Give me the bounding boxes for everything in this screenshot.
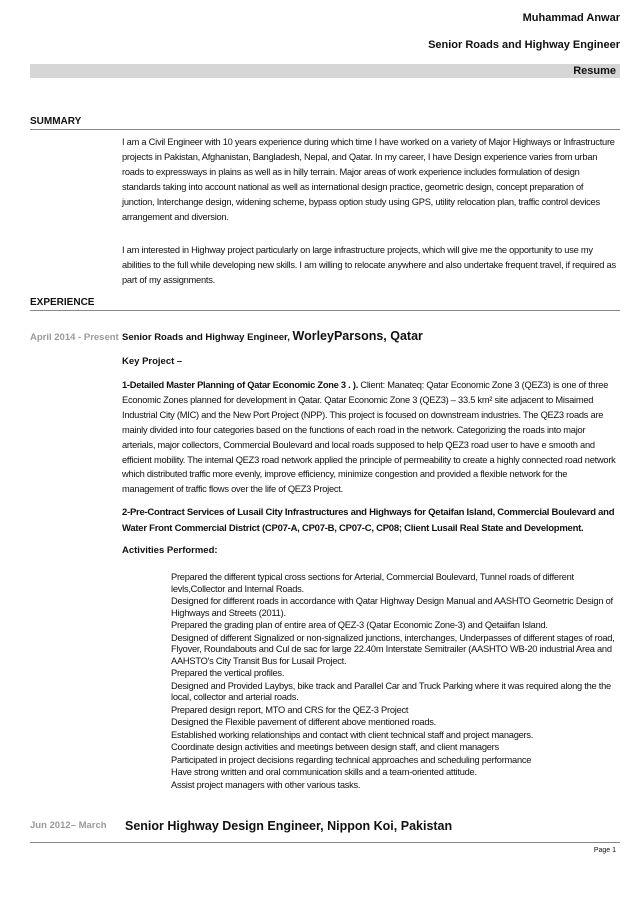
footer-divider	[30, 842, 620, 843]
activity-text: Have strong written and oral communication skills and a team-oriented attitude.	[171, 767, 477, 777]
activity-text: Prepared design report, MTO and CRS for the QEZ-3 Project	[171, 704, 409, 715]
activity-text: Designed for different roads in accordance with Qatar Highway Design Manual and AASHTO Geometric Design of Highways and Streets (2011).	[171, 596, 613, 618]
activity-text: Assist project managers with other various tasks.	[171, 779, 361, 790]
activity-item	[150, 717, 616, 729]
project1-title: 1-Detailed Master Planning of Qatar Economic Zone 3 . ).	[122, 380, 359, 390]
header-band	[30, 64, 620, 78]
activity-item	[150, 705, 616, 717]
summary-divider	[30, 129, 620, 130]
activity-item	[150, 572, 616, 595]
activity-text: Participated in project decisions regarding technical approaches and scheduling performance	[171, 754, 532, 765]
project2-title: 2-Pre-Contract Services of Lusail City Infrastructures and Highways for Qetaifan Island, Commercial Boulevard and Water Front Commercial District (CP07-A, CP07-B, CP07-C, CP08; Client Lusail Real State and Development.	[122, 507, 615, 534]
experience-divider	[30, 310, 620, 311]
summary-paragraph-1: I am a Civil Engineer with 10 years experience during which time I have worked on a variety of Major Highways or Infrastructure projects in Pakistan, Afghanistan, Bangladesh, Nepal, and Qatar. In my career, I have Design experience varies from urban roads to expressways in plains as well as in hilly terrain. Major areas of work experience includes formulation of design standards taking into account national as well as international design practice, geometric design, concept preparation of junction, Interchange design, widening scheme, bypass option study using GPS, utility relocation plan, traffic control devices arrangement and diversion.	[122, 137, 615, 222]
job1-company: WorleyParsons, Qatar	[292, 329, 423, 343]
activity-item	[150, 755, 616, 767]
header-name: Muhammad Anwar	[522, 12, 620, 24]
activity-item	[150, 767, 616, 779]
resume-label: Resume	[573, 65, 616, 77]
job1-date: April 2014 - Present	[30, 332, 119, 343]
activity-text: Prepared the grading plan of entire area of QEZ-3 (Qatar Economic Zone-3) and Qetaiifan Island.	[171, 620, 548, 630]
activity-text: Designed of different Signalized or non-signalized junctions, interchanges, Underpasses of different stages of road, Flyover, Roundabouts and Cul de sac for large 22.40m Interstate Semitrailer (AASHTO WB-20 industrial Area and AAHSTO's City Transit Bus for Lusail Project.	[171, 632, 615, 666]
job2-role: Senior Highway Design Engineer, Nippon Koi, Pakistan	[125, 819, 453, 833]
activity-text: Prepared the vertical profiles.	[171, 668, 285, 678]
activity-item	[150, 730, 616, 742]
summary-heading: SUMMARY	[30, 116, 82, 127]
project1-text: Client: Manateq: Qatar Economic Zone 3 (QEZ3) is one of three Economic Zones planned for development in Qatar. Qatar Economic Zone 3 (QEZ3) – 33.5 km² site adjacent to Misaimed Industrial City (MIC) and the New Port Project (NPP). This project is focused on downstream industries. The QEZ3 roads are mainly divided into four categories based on the functions of each road in the network. Categorizing the roads into major arterials, major collectors, Commercial Boulevard and local roads supposed to help QEZ3 road user to have e smooth and efficient mobility. The internal QEZ3 road network applied the principle of permeability to create a highly connected road network which distributed traffic more evenly, improve efficiency, minimize congestion and provided a flexible network for the management of traffic flows over the life of QEZ3 Project.	[122, 380, 616, 495]
activities-heading: Activities Performed:	[122, 545, 218, 556]
key-project-label: Key Project –	[122, 356, 183, 367]
activity-item	[150, 668, 616, 680]
activity-text: Established working relationships and contact with client technical staff and project managers.	[171, 729, 534, 740]
job1-role-title: Senior Roads and Highway Engineer,	[122, 332, 290, 343]
project1-description	[122, 378, 616, 497]
activity-item	[150, 596, 616, 619]
job1-role	[122, 329, 423, 343]
activity-text: Designed and Provided Laybys, bike track and Parallel Car and Truck Parking where it was required along the the local, collector and arterial roads.	[171, 680, 611, 702]
experience-heading: EXPERIENCE	[30, 297, 95, 308]
activity-item	[150, 742, 616, 754]
header-title: Senior Roads and Highway Engineer	[428, 39, 620, 51]
activity-item	[150, 620, 616, 632]
activity-text: Designed the Flexible pavement of different above mentioned roads.	[171, 717, 436, 727]
activity-item	[150, 633, 616, 668]
page-number: Page 1	[593, 847, 616, 854]
activity-item	[150, 780, 616, 792]
job2-date: Jun 2012– March	[30, 820, 107, 831]
activity-text: Coordinate design activities and meetings between design staff, and client managers	[171, 742, 499, 752]
activities-list	[150, 572, 616, 792]
activity-item	[150, 681, 616, 704]
activity-text: Prepared the different typical cross sections for Arterial, Commercial Boulevard, Tunnel roads of different levls,Collector and Internal Roads.	[171, 572, 574, 594]
summary-paragraph-2: I am interested in Highway project particularly on large infrastructure projects, which will give me the opportunity to use my abilities to the full while developing new skills. I am willing to relocate anywhere and also undertake frequent travel, if required as part of my assignments.	[122, 245, 616, 285]
